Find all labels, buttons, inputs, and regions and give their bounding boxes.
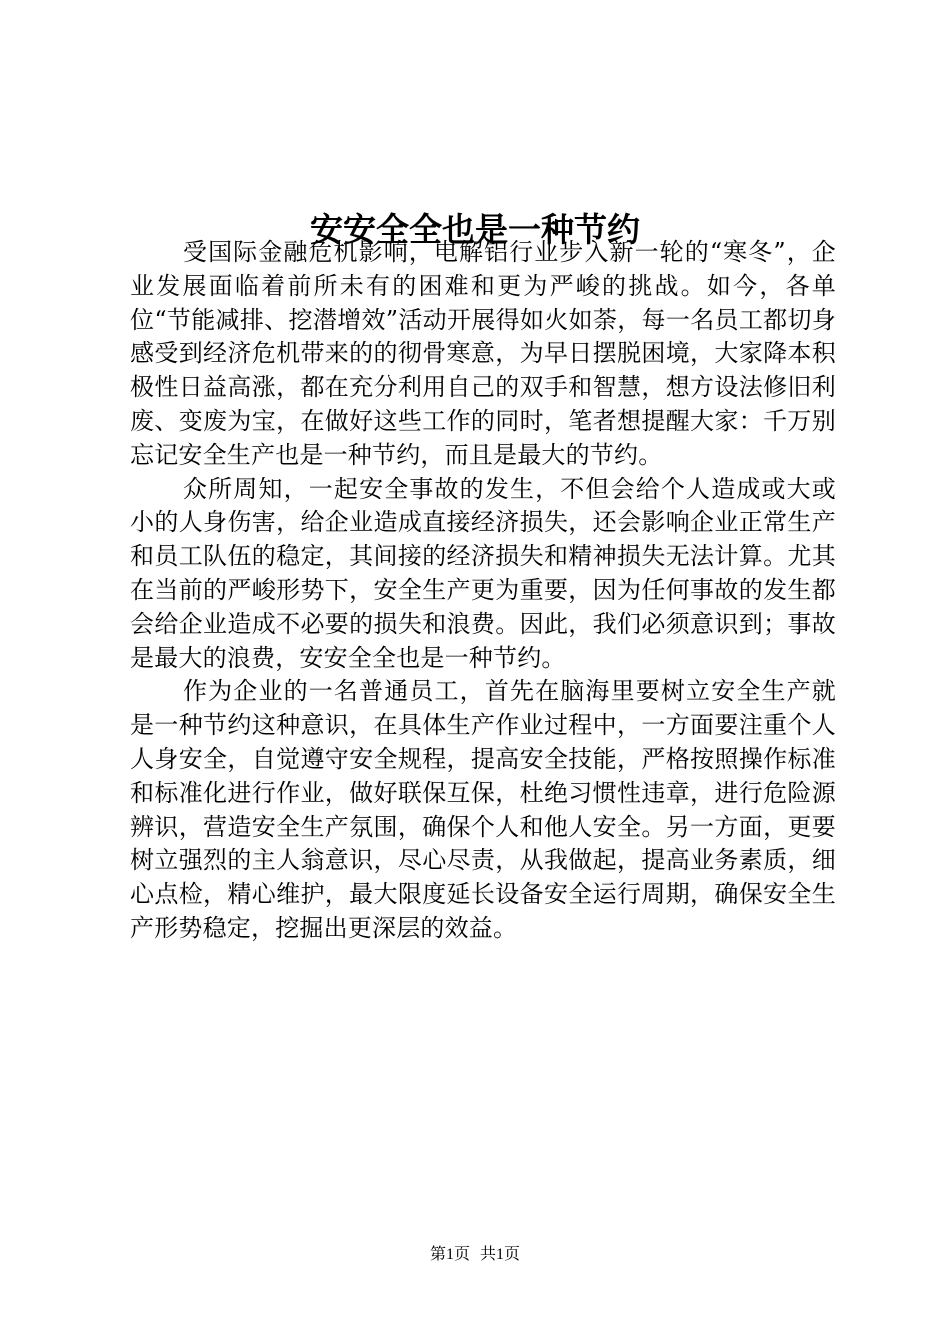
paragraph: 作为企业的一名普通员工，首先在脑海里要树立安全生产就是一种节约这种意识，在具体生产作业过程中，一方面要注重个人人身安全，自觉遵守安全规程，提高安全技能，严格按照操作标准和标准化进行作业，做好联保互保，杜绝习惯性违章，进行危险源辨识，营造安全生产氛围，确保个人和他人安全。另一方面，更要树立强烈的主人翁意识，尽心尽责，从我做起，提高业务素质，细心点检，精心维护，最大限度延长设备安全运行周期，确保安全生产形势稳定，挖掘出更深层的效益。 xyxy=(130,677,836,942)
document-title: 安安全全也是一种节约 xyxy=(310,210,640,250)
document-body xyxy=(130,236,836,946)
page-footer xyxy=(0,1244,950,1266)
page-number: 第1页 xyxy=(429,1246,470,1263)
paragraph: 受国际金融危机影响，电解铝行业步入新一轮的“寒冬”，企业发展面临着前所未有的困难和更为严峻的挑战。如今，各单位“节能减排、挖潜增效”活动开展得如火如荼，每一名员工都切身感受到经济危机带来的的彻骨寒意，为早日摆脱困境，大家降本积极性日益高涨，都在充分利用自己的双手和智慧，想方设法修旧利废、变废为宝，在做好这些工作的同时，笔者想提醒大家：千万别忘记安全生产也是一种节约，而且是最大的节约。 xyxy=(130,238,836,469)
paragraph: 众所周知，一起安全事故的发生，不但会给个人造成或大或小的人身伤害，给企业造成直接经济损失，还会影响企业正常生产和员工队伍的稳定，其间接的经济损失和精神损失无法计算。尤其在当前的严峻形势下，安全生产更为重要，因为任何事故的发生都会给企业造成不必要的损失和浪费。因此，我们必须意识到；事故是最大的浪费，安安全全也是一种节约。 xyxy=(130,474,836,672)
total-pages: 共1页 xyxy=(480,1246,521,1263)
